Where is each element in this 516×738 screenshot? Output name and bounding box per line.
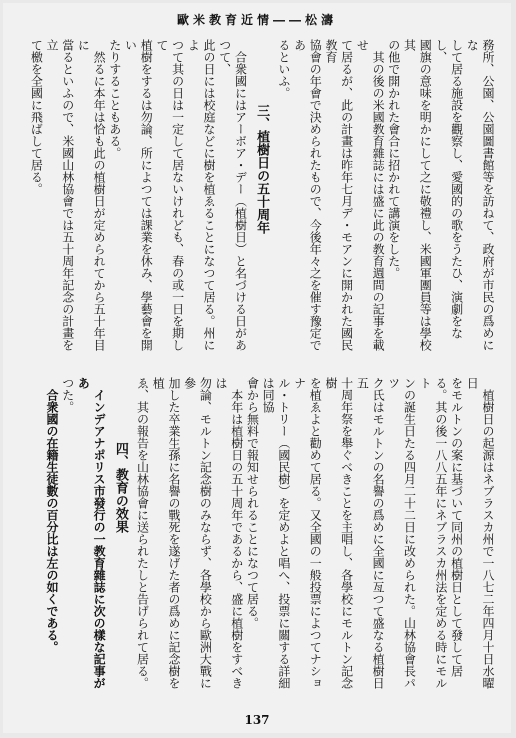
paragraph: 合衆國にはアーボア・デー（植樹日）と名づける日があつて、 <box>217 39 248 351</box>
text-line: 植樹をするは勿論、所によつては課業を休み、學藝會を開い <box>123 39 154 351</box>
book-page <box>3 3 511 733</box>
text-line: を植ゑよと勸めて居る。又全國の一般投票によつてナショナ <box>292 377 323 689</box>
text-line: るといふ。 <box>276 39 291 99</box>
text-line: の他で開かれた會合に招かれて講演をした。 <box>386 39 401 279</box>
running-header <box>3 11 511 35</box>
upper-text-column <box>17 39 495 361</box>
text-line: つた。 <box>60 377 75 413</box>
text-line: 務所、公園、公園圖書館等を訪ねて、政府が市民の爲めにな <box>465 39 495 351</box>
text-line: 會から無料で報知せられることになつて居る。 <box>245 377 260 629</box>
text-line: たりすることもある。 <box>107 39 122 159</box>
text-line: ル・トリー（國民樹）を定めよと唱へ、投票に關する詳細は同協 <box>261 377 291 689</box>
page-number: 137 <box>244 713 270 727</box>
text-line: して居る施設を觀察し、愛國的の歌をうたひ、演劇をなし、 <box>433 39 464 339</box>
text-line: 協會の年會で決められたもので、今後年々之を催す豫定であ <box>292 39 323 351</box>
paragraph: 本年は植樹日の五十周年であるから、盛に植樹をすべきは <box>214 377 244 689</box>
section-heading: 三、植樹日の五十周年 <box>254 104 270 234</box>
text-line: 勿論、モルトン記念樹のみならず、各學校から歐洲大戰に參 <box>182 377 213 689</box>
text-line: つて其の日は一定して居ないけれども、春の或一日を期して <box>154 39 185 351</box>
paragraph: 然るに本年は恰も此の植樹日が定められてから五十年目に <box>76 39 107 351</box>
text-line: 加した卒業生孫に名譽の戰死を遂げた者の爲めに記念樹を植 <box>151 377 181 689</box>
text-line: をモルトンの案に基づいて同州の植樹日として發して居 <box>449 377 464 677</box>
paragraph: 植樹日の起源はネブラスカ州で一八七二年四月十日水曜日 <box>465 377 495 689</box>
text-line: 十周年祭を舉ぐべきことを主唱し、各學校にモルトン記念樹 <box>323 377 354 689</box>
running-header-title: 歐米教育近情――松濤 <box>176 13 337 27</box>
paragraph: 其の後の米國教育雜誌には盛に此の教育週間の記事を載せ <box>355 39 386 351</box>
paragraph: 合衆國の在籍生徒數の百分比は左の如くである。 <box>45 389 60 653</box>
text-line: 國旗の意味を明かにして之に敬禮し、米國軍團員等は學校其 <box>402 39 433 351</box>
text-line: る。其の後一八八五年にネブラスカ州法を定める時にモルト <box>418 377 448 689</box>
text-line: 當るといふので、米國山林協會では五十周年記念の計畫を立 <box>45 39 75 351</box>
section-heading: 四、教育の效果 <box>112 442 128 533</box>
text-line: ンの誕生日たる四月二十二日に改められた。山林協會長パツ <box>386 377 417 689</box>
text-line: ゑ、其の報告を山林協會に送られたしと告げられて居る。 <box>135 377 150 689</box>
lower-text-column <box>17 377 495 695</box>
text-line: て檄を全國に飛ばして居る。 <box>29 39 44 195</box>
paragraph: インデアナポリス市發行の一教育雜誌に次の樣な記事があ <box>76 377 107 689</box>
text-line: 此の日には校庭などに樹を植ゑることになつて居る。州によ <box>186 39 217 351</box>
text-line: ク氏はモルトンの名譽の爲めに全國に亙つて盛なる植樹日五 <box>355 377 386 689</box>
text-line: て居るが、此の計畫は昨年七月デ・モアンに開かれた國民教育 <box>323 39 354 351</box>
